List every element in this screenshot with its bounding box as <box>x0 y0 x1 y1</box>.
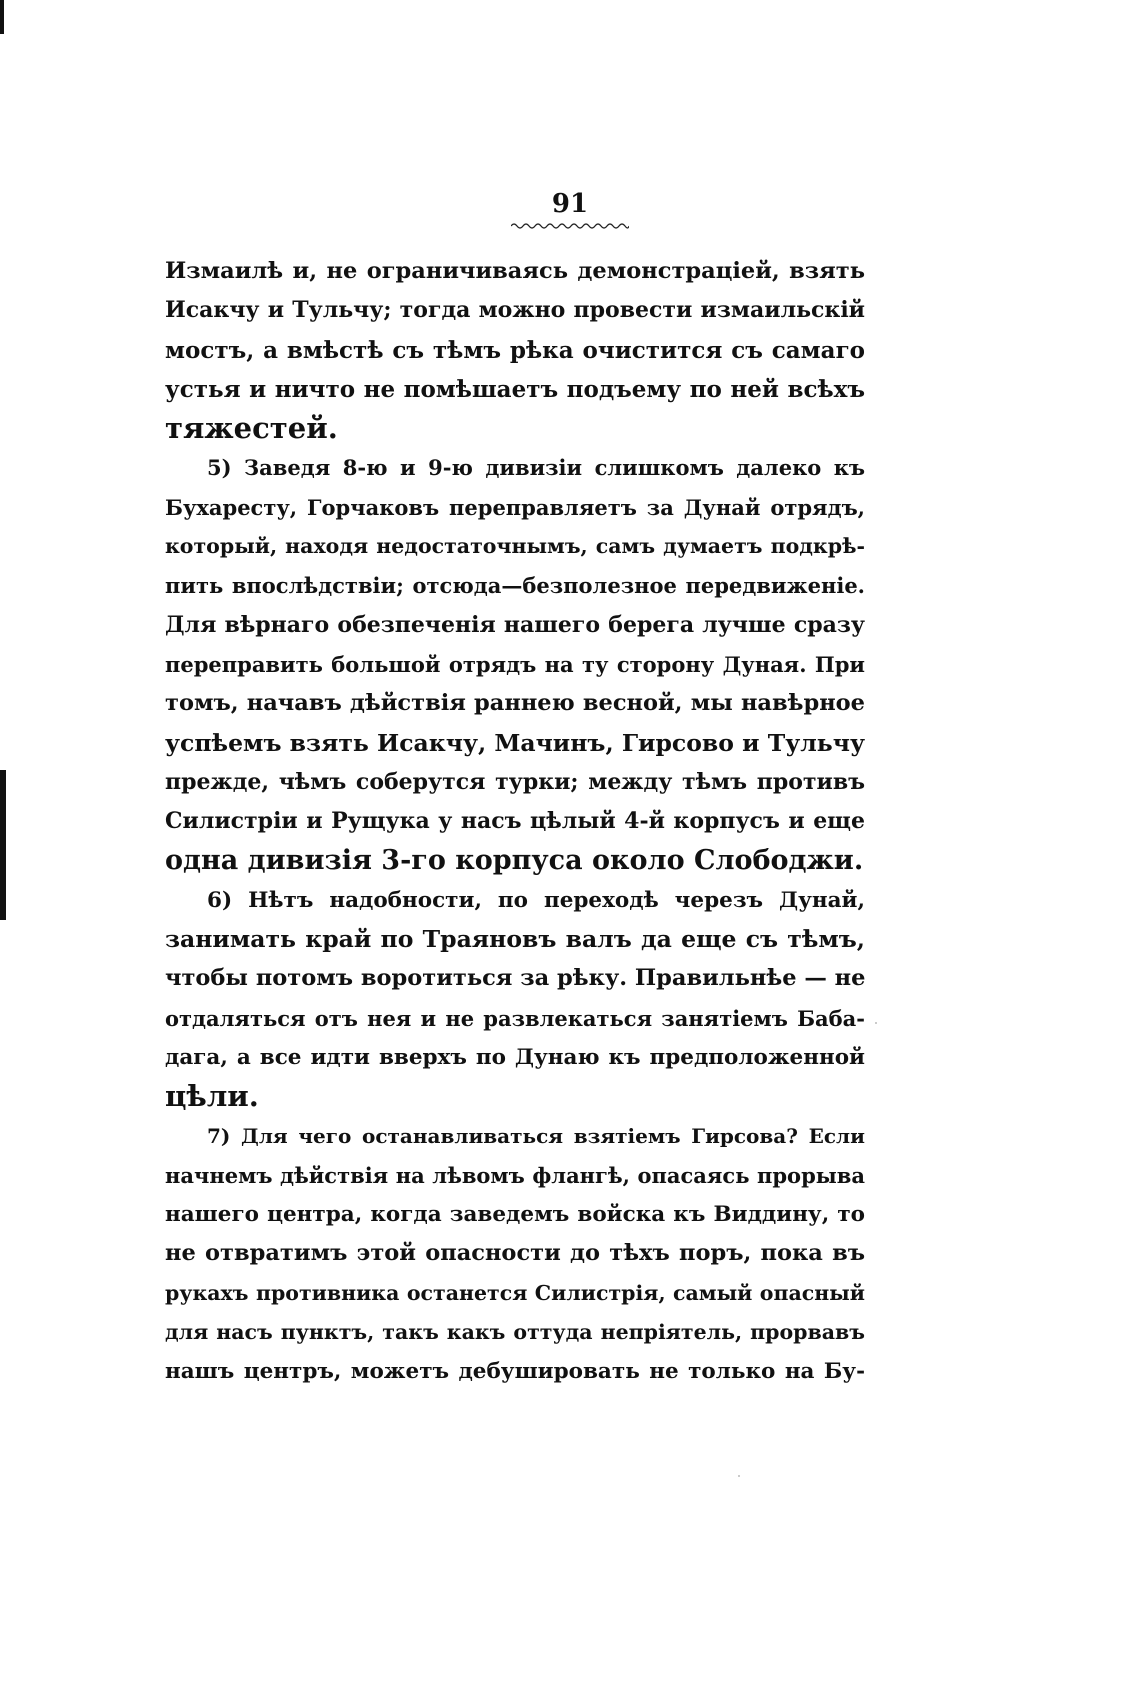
paragraph-7-start: 7) Для чего останавливаться взятіемъ Гирсова? Если <box>207 1123 865 1148</box>
text-line: тяжестей. <box>165 411 338 446</box>
text-line: отдаляться отъ нея и не развлекаться занятіемъ Баба- <box>165 1005 865 1031</box>
text-line: Силистріи и Рущука у насъ цѣлый 4-й корпусъ и еще <box>165 808 865 835</box>
text-line: занимать край по Траяновъ валъ да еще съ тѣмъ, <box>165 925 865 954</box>
paragraph-6-start: 6) Нѣтъ надобности, по переходѣ черезъ Дунай, <box>207 887 865 913</box>
scan-edge-mark <box>0 770 6 920</box>
text-line: не отвратимъ этой опасности до тѣхъ поръ, пока въ <box>165 1240 865 1267</box>
text-line: переправить большой отрядъ на ту сторону Дуная. При <box>165 651 865 677</box>
text-line: цѣли. <box>165 1079 259 1114</box>
text-line: Исакчу и Тульчу; тогда можно провести измаильскій <box>165 297 865 324</box>
text-line: рукахъ противника останется Силистрія, самый опасный <box>165 1280 865 1305</box>
text-line: мостъ, а вмѣстѣ съ тѣмъ рѣка очистится съ самаго <box>165 336 865 364</box>
scan-edge-mark <box>0 0 4 34</box>
paragraph-5-start: 5) Заведя 8-ю и 9-ю дивизіи слишкомъ далеко къ <box>207 455 865 481</box>
text-line: пить впослѣдствіи; отсюда—безполезное передвиженіе. <box>165 573 865 599</box>
text-line: одна дивизія 3-го корпуса около Слободжи. <box>165 845 864 877</box>
text-line: начнемъ дѣйствія на лѣвомъ флангѣ, опасаясь прорыва <box>165 1162 865 1188</box>
text-line: успѣемъ взять Исакчу, Мачинъ, Гирсово и Тульчу <box>165 728 865 757</box>
text-line: прежде, чѣмъ соберутся турки; между тѣмъ противъ <box>165 768 865 795</box>
text-line: нашъ центръ, можетъ дебушировать не только на Бу- <box>165 1359 865 1385</box>
wavy-rule-ornament <box>511 222 629 230</box>
text-line: устья и ничто не помѣшаетъ подъему по ней всѣхъ <box>165 375 865 403</box>
text-line: Для вѣрнаго обезпеченія нашего берега лучше сразу <box>165 611 865 638</box>
text-line: Бухаресту, Горчаковъ переправляетъ за Дунай отрядъ, <box>165 494 865 520</box>
body-text <box>165 252 865 1392</box>
text-line: чтобы потомъ воротиться за рѣку. Правильнѣе — не <box>165 965 866 992</box>
text-line: томъ, начавъ дѣйствія раннею весной, мы навѣрное <box>165 690 865 717</box>
text-line: Измаилѣ и, не ограничиваясь демонстраціей, взять <box>165 258 865 284</box>
text-line: дага, а все идти вверхъ по Дунаю къ предположенной <box>165 1044 865 1070</box>
scan-speck <box>875 1022 877 1024</box>
text-line: который, находя недостаточнымъ, самъ думаетъ подкрѣ- <box>165 534 865 559</box>
page-header <box>0 190 1140 230</box>
page-number: 91 <box>551 189 589 219</box>
text-line: для насъ пунктъ, такъ какъ оттуда непріятель, прорвавъ <box>165 1320 865 1345</box>
text-line: нашего центра, когда заведемъ войска къ Виддину, то <box>165 1202 865 1228</box>
scan-speck <box>738 1475 740 1477</box>
